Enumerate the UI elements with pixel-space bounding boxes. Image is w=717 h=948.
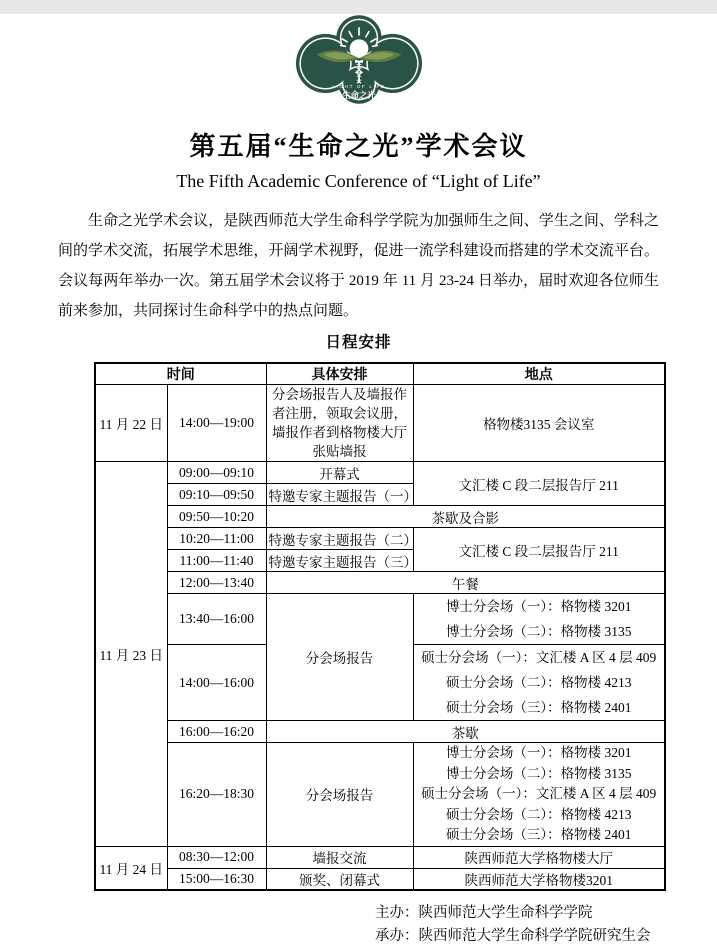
arrangement-cell: 特邀专家主题报告（二） bbox=[266, 528, 413, 550]
time-cell: 14:00—19:00 bbox=[167, 385, 266, 462]
col-header-location: 地点 bbox=[413, 363, 665, 385]
table-header-row bbox=[95, 363, 665, 385]
location-cell: 格物楼3135 会议室 bbox=[413, 385, 665, 462]
host-label: 主办： bbox=[375, 905, 419, 921]
event-cell: 午餐 bbox=[266, 572, 665, 594]
schedule-row bbox=[95, 385, 665, 462]
event-cell: 茶歇及合影 bbox=[266, 506, 665, 528]
logo-text-zh: 生命之光 bbox=[341, 90, 376, 100]
arrangement-cell: 特邀专家主题报告（一） bbox=[266, 484, 413, 506]
location-cell: 陕西师范大学格物楼大厅 bbox=[413, 846, 665, 868]
time-cell: 15:00—16:30 bbox=[167, 868, 266, 890]
event-cell: 茶歇 bbox=[266, 721, 665, 743]
location-line: 硕士分会场（二）：格物楼 4213 bbox=[445, 675, 632, 690]
time-cell: 09:10—09:50 bbox=[167, 484, 266, 506]
schedule-row bbox=[95, 506, 665, 528]
location-line: 博士分会场（二）：格物楼 3135 bbox=[445, 765, 632, 781]
arrangement-cell: 分会场报告人及墙报作者注册，领取会议册，墙报作者到格物楼大厅张贴墙报 bbox=[266, 385, 413, 462]
schedule-row bbox=[95, 572, 665, 594]
conference-title: 第五届“生命之光”学术会议 bbox=[189, 132, 528, 161]
date-cell: 11 月 24 日 bbox=[95, 846, 167, 890]
schedule-row bbox=[95, 462, 665, 484]
location-cell: 文汇楼 C 段二层报告厅 211 bbox=[413, 462, 665, 506]
date-cell: 11 月 22 日 bbox=[95, 385, 167, 462]
time-cell: 11:00—11:40 bbox=[167, 550, 266, 572]
arrangement-cell: 颁奖、闭幕式 bbox=[266, 868, 413, 890]
time-cell: 10:20—11:00 bbox=[167, 528, 266, 550]
schedule-row bbox=[95, 721, 665, 743]
schedule-table bbox=[94, 362, 666, 891]
time-cell: 08:30—12:00 bbox=[167, 846, 266, 868]
host-line bbox=[375, 902, 717, 925]
time-cell: 09:00—09:10 bbox=[167, 462, 266, 484]
location-line: 硕士分会场（二）：格物楼 4213 bbox=[445, 806, 632, 822]
arrangement-cell: 分会场报告 bbox=[266, 743, 413, 847]
time-cell: 12:00—13:40 bbox=[167, 572, 266, 594]
arrangement-cell: 开幕式 bbox=[266, 462, 413, 484]
conference-logo bbox=[294, 14, 424, 110]
organizer-info bbox=[375, 902, 717, 948]
schedule-row bbox=[95, 528, 665, 550]
host-name: 陕西师范大学生命科学学院 bbox=[418, 905, 593, 921]
location-cell bbox=[413, 743, 665, 847]
location-cell bbox=[413, 594, 665, 645]
schedule-heading: 日程安排 bbox=[325, 334, 392, 351]
location-line: 硕士分会场（一）：文汇楼 A 区 4 层 409 bbox=[421, 650, 657, 665]
col-header-time: 时间 bbox=[95, 363, 266, 385]
document-page bbox=[0, 14, 717, 948]
schedule-row bbox=[95, 868, 665, 890]
location-line: 博士分会场（一）：格物楼 3201 bbox=[445, 599, 632, 614]
time-cell: 13:40—16:00 bbox=[167, 594, 266, 645]
time-cell: 16:20—18:30 bbox=[167, 743, 266, 847]
light-of-life-logo-icon bbox=[295, 14, 423, 105]
location-line: 硕士分会场（三）：格物楼 2401 bbox=[445, 700, 632, 715]
time-cell: 14:00—16:00 bbox=[167, 645, 266, 721]
location-line: 博士分会场（二）：格物楼 3135 bbox=[445, 624, 632, 639]
location-line: 博士分会场（一）：格物楼 3201 bbox=[445, 745, 632, 760]
date-cell: 11 月 23 日 bbox=[95, 462, 167, 847]
conference-subtitle-en: The Fifth Academic Conference of “Light of Life” bbox=[176, 171, 541, 191]
organizer-line bbox=[375, 925, 717, 948]
schedule-row bbox=[95, 846, 665, 868]
location-cell: 文汇楼 C 段二层报告厅 211 bbox=[413, 528, 665, 572]
arrangement-cell: 分会场报告 bbox=[266, 594, 413, 721]
organizer-label: 承办： bbox=[375, 928, 419, 944]
location-line: 硕士分会场（一）：文汇楼 A 区 4 层 409 bbox=[421, 786, 657, 801]
time-cell: 16:00—16:20 bbox=[167, 721, 266, 743]
schedule-row bbox=[95, 594, 665, 645]
col-header-arrangement: 具体安排 bbox=[266, 363, 413, 385]
organizer-name: 陕西师范大学生命科学学院研究生会 bbox=[418, 928, 651, 944]
logo-text-en: LIGHT OF LIFE bbox=[331, 84, 386, 90]
arrangement-cell: 特邀专家主题报告（三） bbox=[266, 550, 413, 572]
time-cell: 09:50—10:20 bbox=[167, 506, 266, 528]
arrangement-cell: 墙报交流 bbox=[266, 846, 413, 868]
schedule-row bbox=[95, 743, 665, 847]
location-cell bbox=[413, 645, 665, 721]
intro-paragraph: 生命之光学术会议，是陕西师范大学生命科学学院为加强师生之间、学生之间、学科之间的学术交流，拓展学术思维，开阔学术视野，促进一流学科建设而搭建的学术交流平台。会议每两年举办一次。第五届学术会议将于 2019 年 11 月 23-24 日举办，届时欢迎各位师生前来参加，共同探讨生命科学中的热点问题。 bbox=[58, 213, 659, 319]
location-cell: 陕西师范大学格物楼3201 bbox=[413, 868, 665, 890]
location-line: 硕士分会场（三）：格物楼 2401 bbox=[445, 827, 632, 842]
